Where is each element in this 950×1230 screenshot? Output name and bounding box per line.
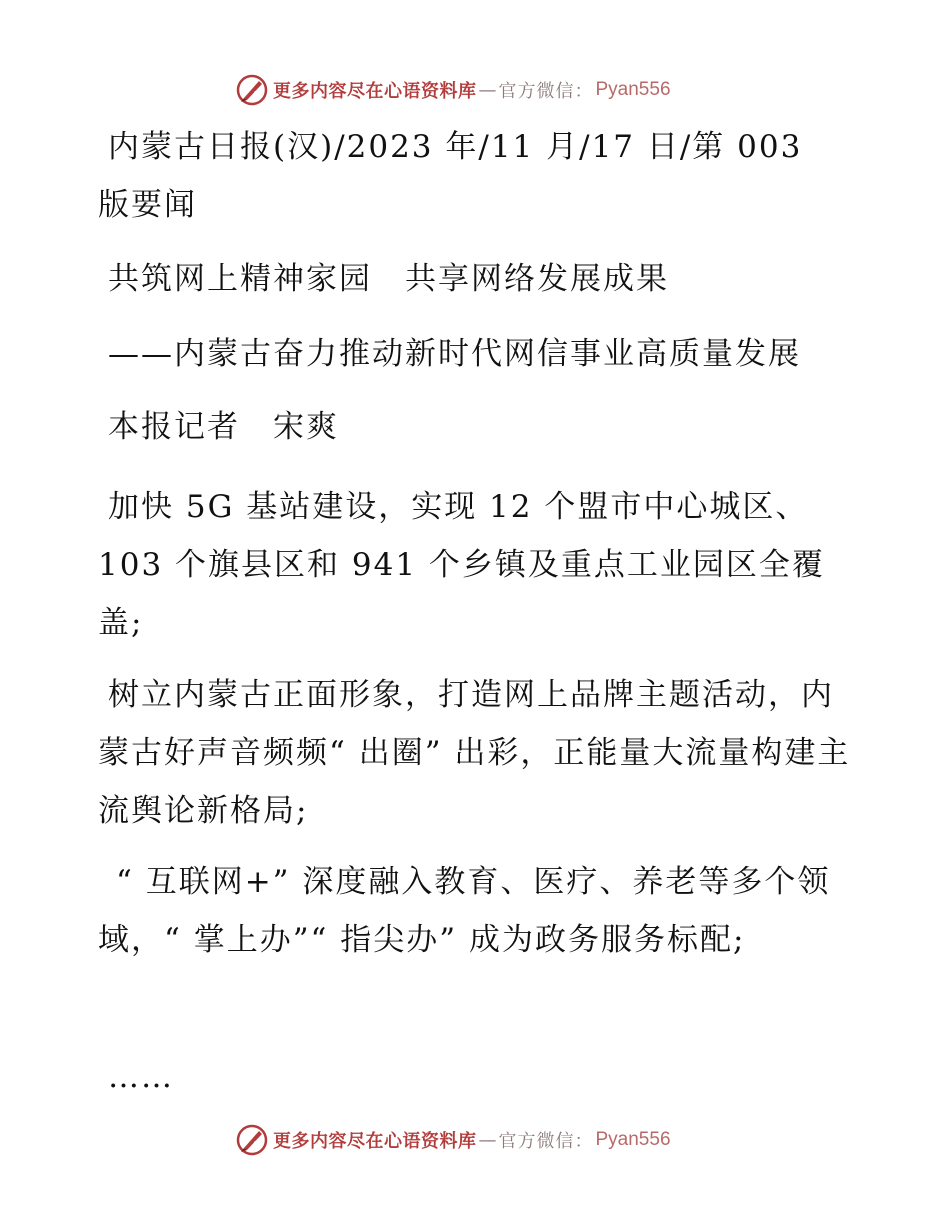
watermark-wechat-label: 官方微信： [498, 81, 594, 102]
watermark-dash: — [478, 79, 497, 101]
article-source: 内蒙古日报(汉)/2023 年/11 月/17 日/第 003 版要闻 [98, 129, 803, 223]
watermark-main-text: 更多内容尽在心语资料库 [273, 1131, 477, 1152]
watermark-wechat-id: Pyan556 [595, 79, 671, 100]
article-paragraph: “ 互联网+” 深度融入教育、医疗、养老等多个领域，“ 掌上办”“ 指尖办” 成为政务服务标配; [98, 864, 831, 958]
article-ellipsis: …… [108, 1059, 174, 1095]
article-paragraph: 树立内蒙古正面形象，打造网上品牌主题活动，内蒙古好声音频频“ 出圈” 出彩，正能量大流量构建主流舆论新格局; [98, 677, 851, 829]
article-paragraph: 加快 5G 基站建设，实现 12 个盟市中心城区、103 个旗县区和 941 个乡镇及重点工业园区全覆盖; [98, 489, 825, 641]
article-byline: 本报记者 宋爽 [108, 409, 339, 445]
watermark-footer [235, 1122, 671, 1158]
watermark-main-text: 更多内容尽在心语资料库 [273, 81, 477, 102]
watermark-header [235, 72, 671, 108]
quill-pen-logo-icon [235, 73, 269, 107]
article-subtitle: ——内蒙古奋力推动新时代网信事业高质量发展 [108, 336, 801, 372]
watermark-wechat-id: Pyan556 [595, 1129, 671, 1150]
article-title: 共筑网上精神家园 共享网络发展成果 [108, 261, 669, 297]
watermark-dash: — [478, 1129, 497, 1151]
watermark-wechat-label: 官方微信： [498, 1131, 594, 1152]
quill-pen-logo-icon [235, 1123, 269, 1157]
